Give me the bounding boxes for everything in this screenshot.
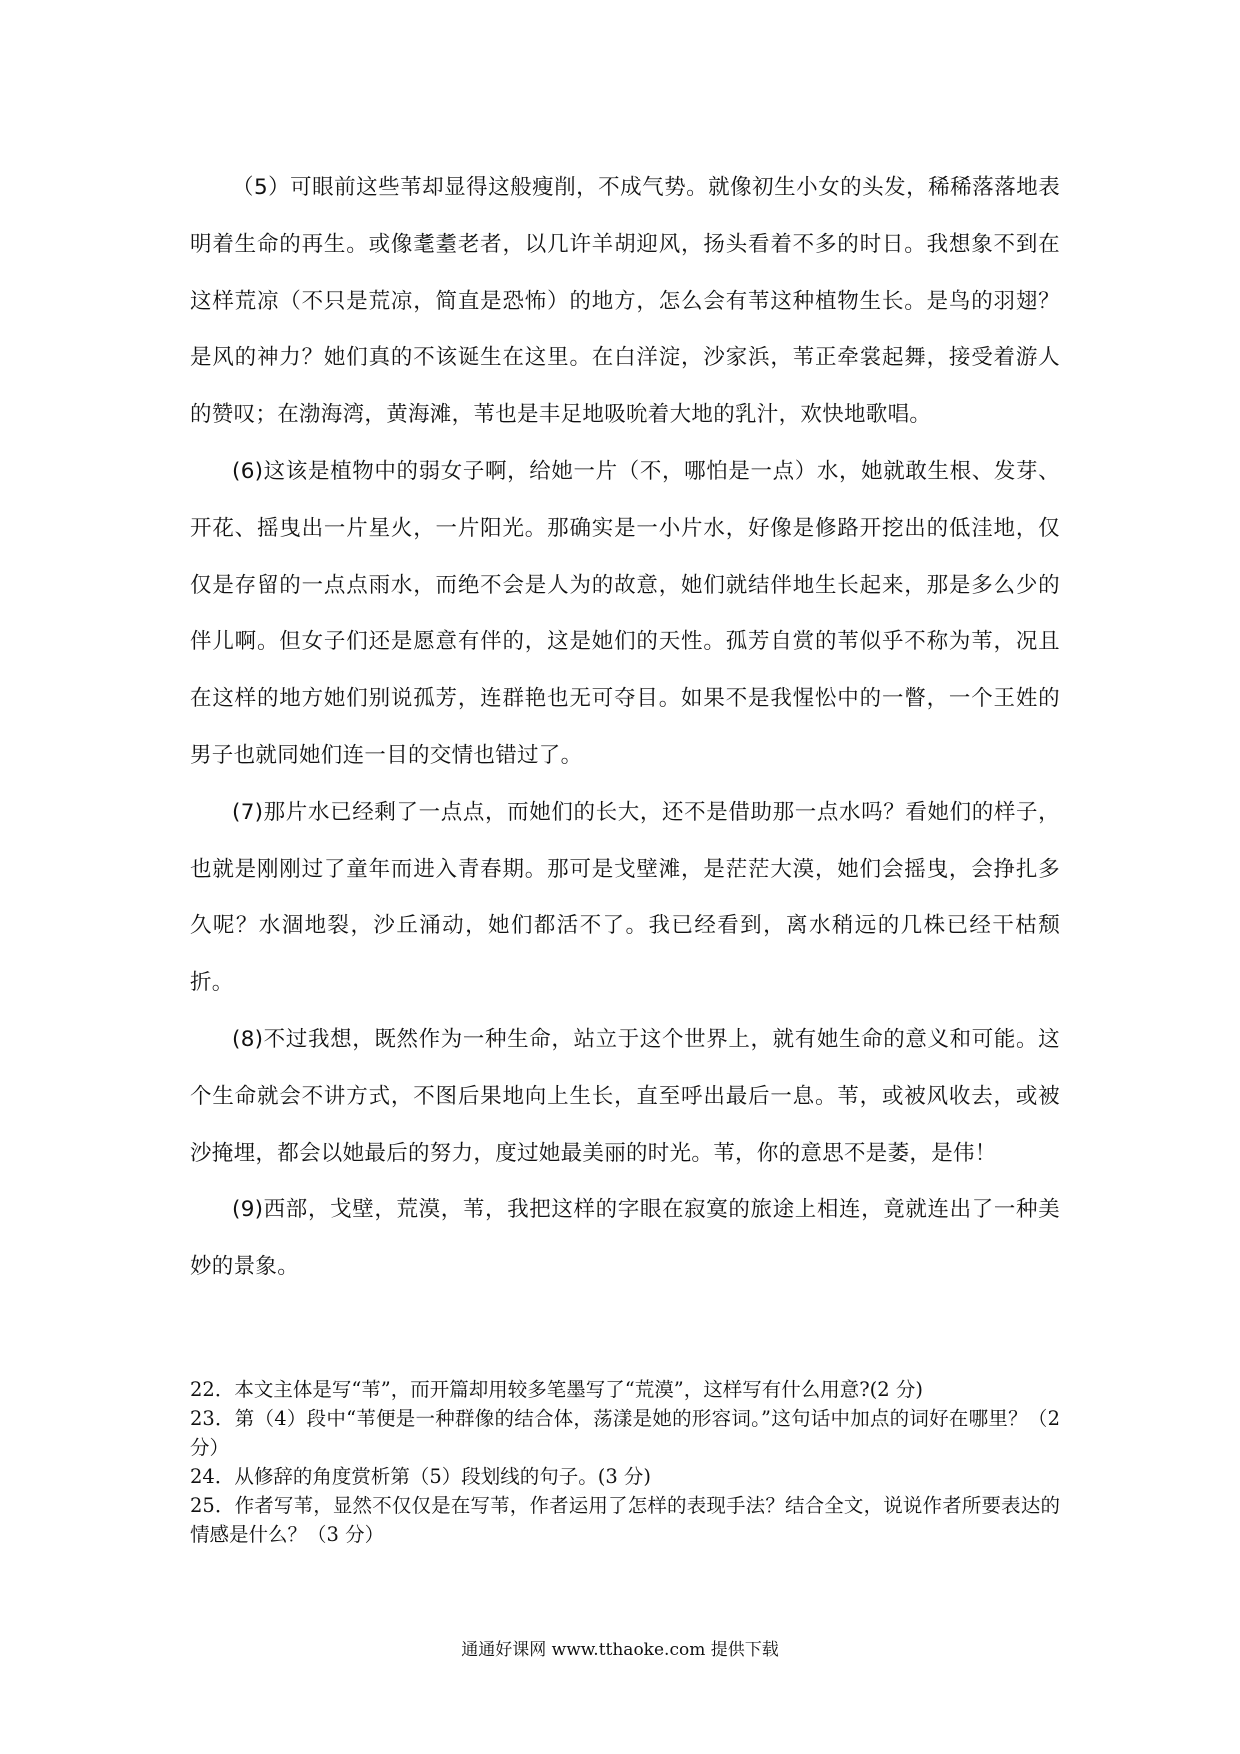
question-list bbox=[190, 1375, 1060, 1549]
question-25: 25．作者写苇，显然不仅仅是在写苇，作者运用了怎样的表现手法？结合全文，说说作者所要表达的情感是什么？（3 分） bbox=[190, 1494, 1060, 1546]
paragraph-7: (7)那片水已经剩了一点点，而她们的长大，还不是借助那一点水吗？看她们的样子，也就是刚刚过了童年而进入青春期。那可是戈壁滩，是茫茫大漠，她们会摇曳，会挣扎多久呢？水涸地裂，沙丘涌动，她们都活不了。我已经看到，离水稍远的几株已经干枯颓折。 bbox=[190, 799, 1060, 996]
paragraph-5: （5）可眼前这些苇却显得这般瘦削，不成气势。就像初生小女的头发，稀稀落落地表明着生命的再生。或像耄耋老者，以几许羊胡迎风，扬头看着不多的时日。我想象不到在这样荒凉（不只是荒凉，简直是恐怖）的地方，怎么会有苇这种植物生长。是鸟的羽翅？是风的神力？她们真的不该诞生在这里。在白洋淀，沙家浜，苇正牵裳起舞，接受着游人的赞叹；在渤海湾，黄海滩，苇也是丰足地吸吮着大地的乳汁，欢快地歌唱。 bbox=[190, 175, 1060, 428]
page-footer: 通通好课网 www.tthaoke.com 提供下载 bbox=[461, 1640, 779, 1660]
paragraph-6: (6)这该是植物中的弱女子啊，给她一片（不，哪怕是一点）水，她就敢生根、发芽、开花、摇曳出一片星火，一片阳光。那确实是一小片水，好像是修路开挖出的低洼地，仅仅是存留的一点点雨水，而绝不会是人为的故意，她们就结伴地生长起来，那是多么少的伴儿啊。但女子们还是愿意有伴的，这是她们的天性。孤芳自赏的苇似乎不称为苇，况且在这样的地方她们别说孤芳，连群艳也无可夺目。如果不是我惺忪中的一瞥，一个王姓的男子也就同她们连一目的交情也错过了。 bbox=[190, 458, 1060, 768]
reading-passage bbox=[190, 160, 1060, 1296]
question-23: 23．第（4）段中“苇便是一种群像的结合体，荡漾是她的形容词。”这句话中加点的词好在哪里？（2 分） bbox=[190, 1407, 1060, 1459]
question-22: 22．本文主体是写“苇”，而开篇却用较多笔墨写了“荒漠”，这样写有什么用意?(2 分) bbox=[190, 1378, 923, 1401]
question-24: 24．从修辞的角度赏析第（5）段划线的句子。(3 分) bbox=[190, 1465, 652, 1488]
paragraph-8: (8)不过我想，既然作为一种生命，站立于这个世界上，就有她生命的意义和可能。这个生命就会不讲方式，不图后果地向上生长，直至呼出最后一息。苇，或被风收去，或被沙掩埋，都会以她最后的努力，度过她最美丽的时光。苇，你的意思不是萎，是伟！ bbox=[190, 1026, 1060, 1166]
paragraph-9: (9)西部，戈壁，荒漠，苇，我把这样的字眼在寂寞的旅途上相连，竟就连出了一种美妙的景象。 bbox=[190, 1197, 1060, 1280]
